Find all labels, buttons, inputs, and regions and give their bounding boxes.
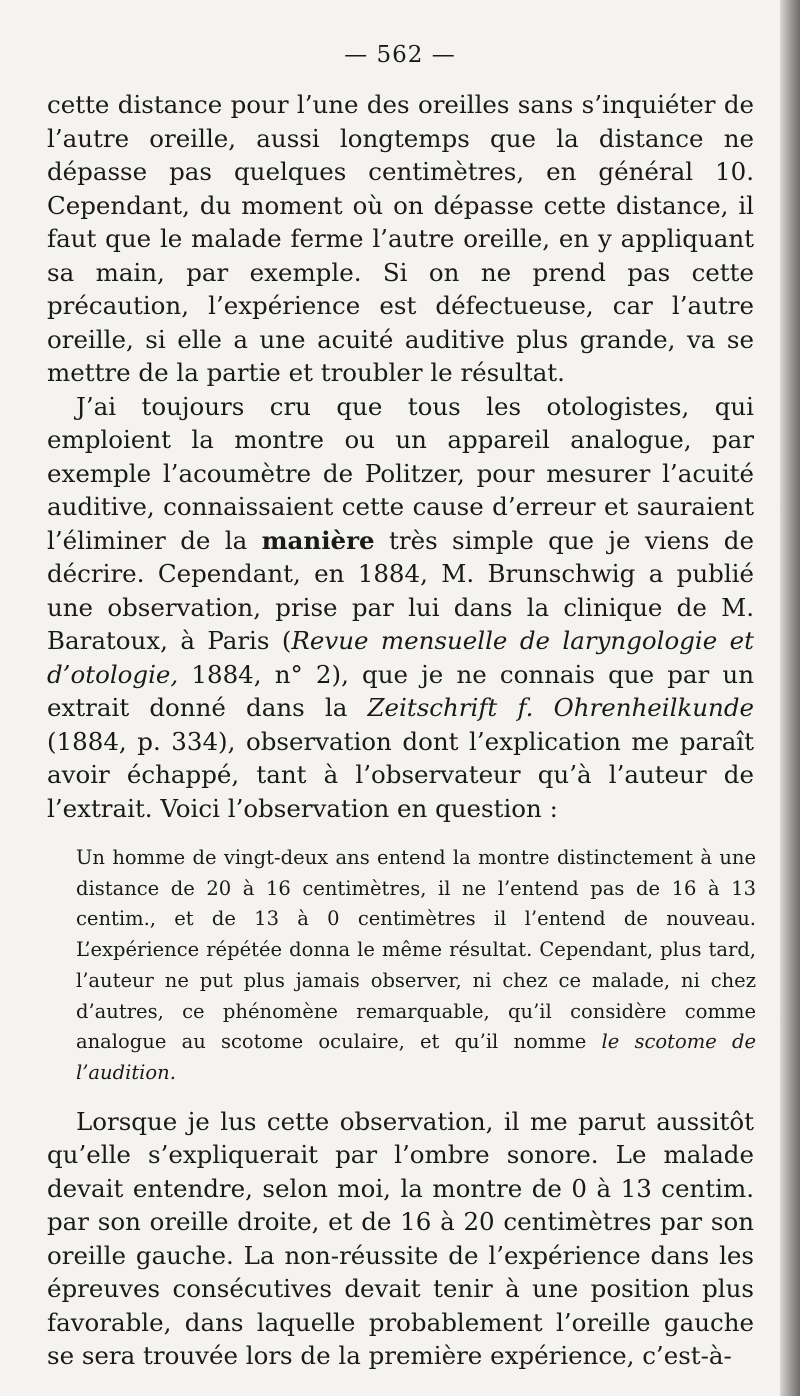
page-binding-edge: [780, 0, 800, 1396]
text-run: J’ai toujours cru que tous les otologistes, qui emploient la montre ou un appareil analogue, par exemple l’acoumètre de Politzer, pour mesurer l’acuité auditive, connaissaient cette cause d’erreur et sauraient l’éliminer de la: [47, 391, 754, 555]
quoted-observation: [76, 843, 756, 1089]
bold-word: manière: [261, 525, 375, 555]
text-run: Un homme de vingt-deux ans entend la montre distinctement à une distance de 20 à 16 centimètres, il ne l’entend pas de 16 à 13 centim., et de 13 à 0 centimètres il l’entend de nouveau. L’expérience répétée donna le même résultat. Cependant, plus tard, l’auteur ne put plus jamais observer, ni chez ce malade, ni chez d’autres, ce phénomène remarquable, qu’il considère comme analogue au scotome oculaire, et qu’il nomme: [76, 846, 756, 1054]
text-run: (1884, p. 334), observation dont l’explication me paraît avoir échappé, tant à l’observateur qu’à l’auteur de l’extrait. Voici l’observation en question :: [47, 726, 754, 823]
page-number: — 562 —: [344, 42, 456, 68]
paragraph-block: [47, 1105, 754, 1373]
text-run: très simple que je viens de décrire. Cependant, en 1884, M. Brunschwig a publié une observation, prise par lui dans la clinique de M. Baratoux, à Paris (: [47, 525, 754, 655]
journal-title: Revue mensuelle de laryngologie et d’otologie,: [47, 626, 754, 689]
text-run: 1884, n° 2), que je ne connais que par un extrait donné dans la: [47, 659, 754, 722]
paragraph-continuation: cette distance pour l’une des oreilles sans s’inquiéter de l’autre oreille, aussi longtemps que la distance ne dépasse pas quelques centimètres, en général 10. Cependant, du moment où on dépasse cette distance, il faut que le malade ferme l’autre oreille, en y appliquant sa main, par exemple. Si on ne prend pas cette précaution, l’expérience est défectueuse, car l’autre oreille, si elle a une acuité auditive plus grande, va se mettre de la partie et troubler le résultat.: [47, 90, 754, 387]
paragraph-otologists: [47, 390, 754, 826]
italic-term: le scotome de l’audition.: [76, 1030, 756, 1084]
journal-title: Zeitschrift f. Ohrenheilkunde: [367, 693, 755, 722]
body-text: [47, 88, 754, 1373]
paragraph-explanation: Lorsque je lus cette observation, il me parut aussitôt qu’elle s’expliquerait par l’ombre sonore. Le malade devait entendre, selon moi, la montre de 0 à 13 centim. par son oreille droite, et de 16 à 20 centimètres par son oreille gauche. La non-réussite de l’expérience dans les épreuves consécutives devait tenir à une position plus favorable, dans laquelle probablement l’oreille gauche se sera trouvée lors de la première expérience, c’est-à-: [47, 1106, 754, 1371]
